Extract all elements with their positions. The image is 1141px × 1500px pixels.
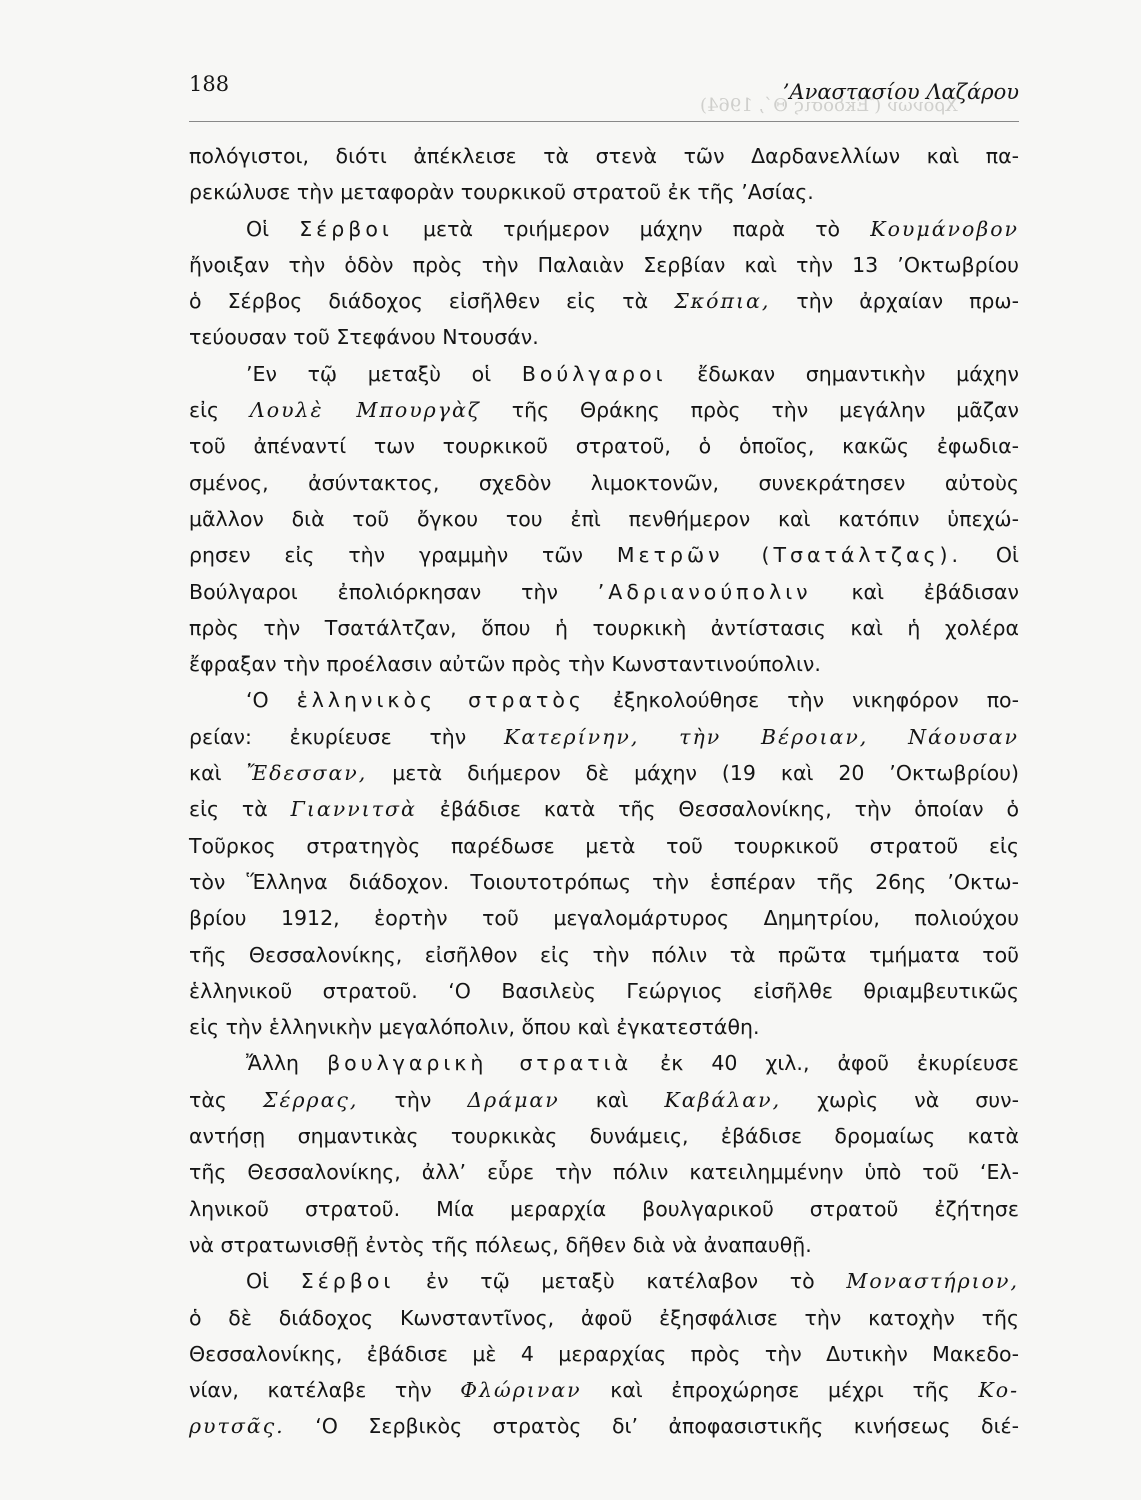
emphasis: Σέρβοι <box>300 1269 395 1294</box>
text-line: τεύουσαν τοῦ Στεφάνου Ντουσάν. <box>189 325 539 350</box>
text-line: νίαν, κατέλαβε τὴν Φλώριναν καὶ ἐπροχώρησε μέχρι τῆς Κο- <box>189 1378 1019 1403</box>
header-rule <box>189 121 1019 122</box>
place-name: Μοναστήριον, <box>846 1269 1019 1294</box>
place-name: Κο- <box>978 1378 1019 1403</box>
text-line: Οἱ Σέρβοι ἐν τῷ μεταξὺ κατέλαβον τὸ Μοναστήριον, <box>246 1269 1019 1294</box>
place-name: ρυτσᾶς. <box>189 1414 285 1439</box>
place-name: Γιαννιτσὰ <box>290 797 417 822</box>
place-name: Κατερίνην, τὴν Βέροιαν, Νάουσαν <box>504 724 1019 749</box>
text-line: ἑλληνικοῦ στρατοῦ. ‘Ο Βασιλεὺς Γεώργιος εἰσῆλθε θριαμβευτικῶς <box>189 978 1019 1003</box>
text-line: Ἄλλη βουλγαρικὴ στρατιὰ ἐκ 40 χιλ., ἀφοῦ ἐκυρίευσε <box>246 1051 1019 1076</box>
emphasis: βουλγαρικὴ στρατιὰ <box>327 1051 633 1076</box>
place-name: Καβάλαν, <box>664 1087 782 1112</box>
text-line: ληνικοῦ στρατοῦ. Μία μεραρχία βουλγαρικοῦ στρατοῦ ἐζήτησε <box>189 1196 1019 1221</box>
text-line: ρυτσᾶς. ‘Ο Σερβικὸς στρατὸς δι’ ἀποφασιστικῆς κινήσεως διέ- <box>189 1414 1019 1439</box>
text-line: αντήσῃ σημαντικὰς τουρκικὰς δυνάμεις, ἐβάδισε δρομαίως κατὰ <box>189 1124 1019 1149</box>
text-line: Οἱ Σέρβοι μετὰ τριήμερον μάχην παρὰ τὸ Κουμάνοβον <box>246 216 1019 241</box>
place-name: Σκόπια, <box>674 289 771 314</box>
text-line: νὰ στρατωνισθῇ ἐντὸς τῆς πόλεως, δῆθεν διὰ νὰ ἀναπαυθῇ. <box>189 1232 812 1257</box>
text-line: ρείαν: ἐκυρίευσε τὴν Κατερίνην, τὴν Βέροιαν, Νάουσαν <box>189 724 1019 749</box>
text-line: πολόγιστοι, διότι ἀπέκλεισε τὰ στενὰ τῶν Δαρδανελλίων καὶ πα- <box>189 144 1019 168</box>
text-line: εἰς Λουλὲ Μπουργὰζ τῆς Θράκης πρὸς τὴν μεγάλην μᾶζαν <box>189 398 1019 423</box>
text-line: εἰς τὰ Γιαννιτσὰ ἐβάδισε κατὰ τῆς Θεσσαλονίκης, τὴν ὁποίαν ὁ <box>189 797 1019 822</box>
page-number: 188 <box>189 72 230 96</box>
bleed-through-text: Χρόνων (Ἔκδοσις Θ΄, 1964) <box>700 95 958 116</box>
place-name: Σέρρας, <box>262 1087 359 1112</box>
place-name: Ἔδεσσαν, <box>246 761 368 786</box>
text-line: τῆς Θεσσαλονίκης, εἰσῆλθον εἰς τὴν πόλιν τὰ πρῶτα τμήματα τοῦ <box>189 942 1019 967</box>
text-line: τοῦ ἀπέναντί των τουρκικοῦ στρατοῦ, ὁ ὁποῖος, κακῶς ἐφωδια- <box>189 434 1019 459</box>
text-line: ρησεν εἰς τὴν γραμμὴν τῶν Μετρῶν (Τσατάλτζας). Οἱ <box>189 543 1019 568</box>
running-head: ’Αναστασίου Λαζάρου <box>782 80 1019 104</box>
text-line: εἰς τὴν ἑλληνικὴν μεγαλόπολιν, ὅπου καὶ ἐγκατεστάθη. <box>189 1015 760 1040</box>
text-line: Θεσσαλονίκης, ἐβάδισε μὲ 4 μεραρχίας πρὸς τὴν Δυτικὴν Μακεδο- <box>189 1341 1019 1366</box>
text-line: βρίου 1912, ἑορτὴν τοῦ μεγαλομάρτυρος Δημητρίου, πολιούχου <box>189 906 1019 931</box>
emphasis: Σέρβοι <box>299 216 393 241</box>
text-line: ἔφραξαν τὴν προέλασιν αὐτῶν πρὸς τὴν Κωνσταντινούπολιν. <box>189 652 821 677</box>
text-line: τὰς Σέρρας, τὴν Δράμαν καὶ Καβάλαν, χωρὶς νὰ συν- <box>189 1087 1019 1112</box>
page-header <box>189 72 1019 106</box>
text-line: Τοῦρκος στρατηγὸς παρέδωσε μετὰ τοῦ τουρκικοῦ στρατοῦ εἰς <box>189 833 1019 858</box>
place-name: Δράμαν <box>467 1087 560 1112</box>
place-name: Λουλὲ Μπουργὰζ <box>249 398 481 423</box>
place-name: Φλώριναν <box>460 1378 582 1403</box>
text-line: πρὸς τὴν Τσατάλτζαν, ὅπου ἡ τουρκικὴ ἀντίστασις καὶ ἡ χολέρα <box>189 615 1019 640</box>
place-name: Κουμάνοβον <box>870 216 1019 241</box>
emphasis: ἑλληνικὸς στρατὸς <box>296 688 585 713</box>
emphasis: Βούλγαροι <box>521 361 667 386</box>
emphasis: Μετρῶν (Τσατάλτζας). <box>616 543 963 568</box>
text-line: καὶ Ἔδεσσαν, μετὰ διήμερον δὲ μάχην (19 καὶ 20 ’Οκτωβρίου) <box>189 761 1019 786</box>
text-line: ἤνοιξαν τὴν ὁδὸν πρὸς τὴν Παλαιὰν Σερβίαν καὶ τὴν 13 ’Οκτωβρίου <box>189 252 1019 277</box>
emphasis: ’Αδριανούπολιν <box>597 579 812 604</box>
text-line: ὁ δὲ διάδοχος Κωνσταντῖνος, ἀφοῦ ἐξησφάλισε τὴν κατοχὴν τῆς <box>189 1305 1019 1330</box>
body-text <box>189 138 1019 1445</box>
text-line: μᾶλλον διὰ τοῦ ὄγκου του ἐπὶ πενθήμερον καὶ κατόπιν ὑπεχώ- <box>189 506 1019 531</box>
text-line: Βούλγαροι ἐπολιόρκησαν τὴν ’Αδριανούπολιν καὶ ἐβάδισαν <box>189 579 1019 604</box>
text-line: τὸν Ἕλληνα διάδοχον. Τοιουτοτρόπως τὴν ἑσπέραν τῆς 26ης ’Οκτω- <box>189 869 1019 894</box>
text-line: ὁ Σέρβος διάδοχος εἰσῆλθεν εἰς τὰ Σκόπια, τὴν ἀρχαίαν πρω- <box>189 289 1019 314</box>
text-line: σμένος, ἀσύντακτος, σχεδὸν λιμοκτονῶν, συνεκράτησεν αὐτοὺς <box>189 470 1019 495</box>
text-line: ρεκώλυσε τὴν μεταφορὰν τουρκικοῦ στρατοῦ ἐκ τῆς ’Ασίας. <box>189 180 814 205</box>
text-line: ’Εν τῷ μεταξὺ οἱ Βούλγαροι ἔδωκαν σημαντικὴν μάχην <box>246 361 1020 386</box>
text-line: τῆς Θεσσαλονίκης, ἀλλ’ εὗρε τὴν πόλιν κατειλημμένην ὑπὸ τοῦ ‘Ελ- <box>189 1160 1019 1185</box>
text-line: ‘Ο ἑλληνικὸς στρατὸς ἐξηκολούθησε τὴν νικηφόρον πο- <box>246 688 1019 713</box>
